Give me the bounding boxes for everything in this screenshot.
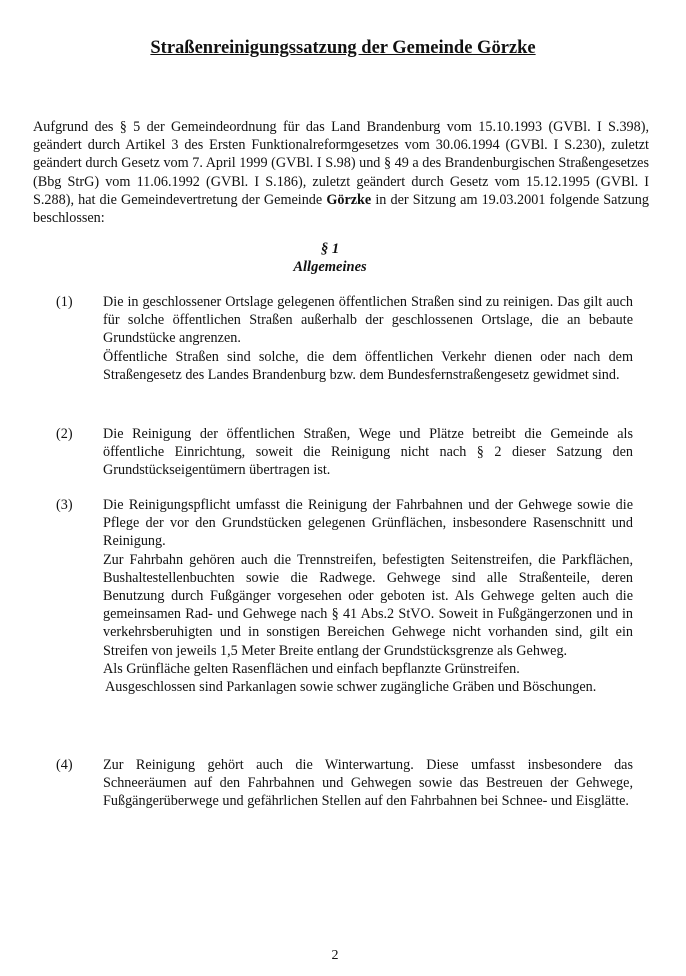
section-title: Allgemeines (293, 259, 367, 275)
paragraph-text (103, 293, 633, 384)
section-number: § 1 (320, 241, 340, 257)
paragraph-line: Zur Fahrbahn gehören auch die Trennstreifen, befestigten Seitenstreifen, die Parkflächen, Bushaltestellenbuchten sowie die Radwege. Gehwege sind alle Straßenteile, deren Benutzung durch Fußgänger vorgesehen oder geboten ist. Als Gehwege gelten auch die gemeinsamen Rad- und Gehwege nach § 41 Abs.2 StVO. Soweit in Fußgängerzonen und in verkehrsberuhigten und in sonstigen Bereichen Gehwege nicht vorhanden sind, gilt ein Streifen von jeweils 1,5 Meter Breite entlang der Grundstücksgrenze als Gehweg. (103, 551, 633, 659)
paragraph-text (103, 496, 633, 696)
preamble-text-end: in der Sitzung am 19.03.2001 folgende Satzung beschlossen: (33, 191, 649, 227)
paragraph-text (103, 756, 633, 811)
page-number: 2 (331, 948, 339, 963)
paragraph-text (103, 425, 633, 480)
paragraph-line: Öffentliche Straßen sind solche, die dem öffentlichen Verkehr dienen oder nach dem Straßengesetz des Landes Brandenburg bzw. dem Bundesfernstraßengesetz gewidmet sind. (103, 348, 633, 383)
municipality-name: Görzke (326, 191, 372, 208)
paragraph-number: (3) (56, 497, 73, 513)
paragraph-number: (1) (56, 294, 73, 310)
document-title: Straßenreinigungssatzung der Gemeinde Görzke (150, 38, 536, 58)
section-heading (0, 240, 660, 276)
paragraph-line: Ausgeschlossen sind Parkanlagen sowie schwer zugängliche Gräben und Böschungen. (105, 679, 597, 696)
paragraph-line: Zur Reinigung gehört auch die Winterwartung. Diese umfasst insbesondere das Schneeräumen auf den Fahrbahnen und Gehwegen sowie das Bestreuen der Gehwege, Fußgängerüberwege und gefährlichen Stellen auf den Fahrbahnen bei Schnee- und Eisglätte. (103, 757, 633, 810)
paragraph-number: (2) (56, 426, 73, 442)
preamble-text: Aufgrund des § 5 der Gemeindeordnung für das Land Brandenburg vom 15.10.1993 (GVBl. I S.398), geändert durch Artikel 3 des Ersten Funktionalreformgesetzes vom 30.06.1994 (GVBl. I S.230), zuletzt geändert durch Gesetz vom 7. April 1999 (GVBl. I S.98) und § 49 a des Brandenburgischen Straßengesetzes (Bbg StrG) vom 11.06.1992 (GVBl. I S.186), zuletzt geändert durch Gesetz vom 15.12.1995 (GVBl. I S.288), hat die Gemeindevertretung der Gemeinde (33, 119, 649, 208)
preamble (33, 118, 649, 227)
paragraph-number: (4) (56, 757, 73, 773)
paragraph-line: Die in geschlossener Ortslage gelegenen öffentlichen Straßen sind zu reinigen. Das gilt auch für solche öffentlichen Straßen außerhalb der geschlossenen Ortslage, die an bebaute Grundstücke angrenzen. (103, 294, 633, 347)
paragraph-line: Die Reinigungspflicht umfasst die Reinigung der Fahrbahnen und der Gehwege sowie die Pflege der vor den Grundstücken gelegenen Grünflächen, insbesondere Rasenschnitt und Reinigung. (103, 497, 633, 550)
paragraph-line: Als Grünfläche gelten Rasenflächen und einfach bepflanzte Grünstreifen. (103, 660, 520, 677)
paragraph-line: Die Reinigung der öffentlichen Straßen, Wege und Plätze betreibt die Gemeinde als öffentliche Einrichtung, soweit die Reinigung nicht nach § 2 dieser Satzung den Grundstückseigentümern übertragen ist. (103, 426, 633, 479)
